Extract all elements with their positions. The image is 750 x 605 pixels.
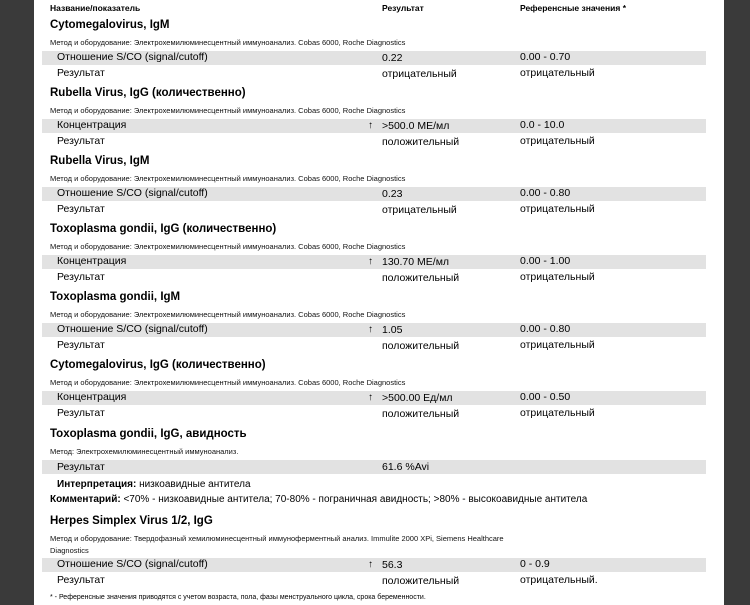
column-header-name: Название/показатель [50, 3, 141, 13]
row-highlight [42, 391, 706, 405]
test-method: Метод и оборудование: Твердофазный хемилюминесцентный иммуноферментный анализ. Immulite 2000 XPi, Siemens Healthcare [50, 534, 504, 543]
row-reference: 0.00 - 0.80 [520, 187, 571, 199]
row-value: >500.0 МЕ/мл [382, 120, 450, 132]
test-method: Метод и оборудование: Электрохемилюминесцентный иммуноанализ. Cobas 6000, Roche Diagnostics [50, 106, 406, 115]
row-name: Концентрация [57, 119, 127, 131]
test-title: Toxoplasma gondii, IgG (количественно) [50, 223, 277, 235]
row-value: положительный [382, 340, 460, 352]
row-value: отрицательный [382, 68, 457, 80]
row-reference: 0.00 - 0.70 [520, 51, 571, 63]
row-reference: отрицательный [520, 339, 595, 351]
row-name: Отношение S/CO (signal/cutoff) [57, 51, 208, 63]
row-value: 0.23 [382, 188, 403, 200]
test-title: Rubella Virus, IgM [50, 155, 150, 167]
row-value: положительный [382, 272, 460, 284]
row-name: Результат [57, 135, 105, 147]
row-highlight [42, 119, 706, 133]
row-value: 61.6 %Avi [382, 461, 430, 473]
interpretation [57, 479, 251, 490]
row-value: 130.70 МЕ/мл [382, 256, 450, 268]
row-name: Результат [57, 574, 105, 586]
test-method: Метод и оборудование: Электрохемилюминесцентный иммуноанализ. Cobas 6000, Roche Diagnostics [50, 310, 406, 319]
footnote: * - Референсные значения приводятся с учетом возраста, пола, фазы менструального цикла, срока беременности. [50, 594, 426, 601]
row-value: >500.00 Ед/мл [382, 392, 453, 404]
row-name: Отношение S/CO (signal/cutoff) [57, 323, 208, 335]
row-name: Результат [57, 407, 105, 419]
test-title: Herpes Simplex Virus 1/2, IgG [50, 515, 213, 527]
row-reference: отрицательный [520, 135, 595, 147]
row-name: Результат [57, 461, 105, 473]
column-header-reference: Референсные значения * [520, 3, 627, 13]
row-value: 0.22 [382, 52, 403, 64]
comment [50, 494, 587, 505]
row-value: 56.3 [382, 559, 403, 571]
row-reference: отрицательный [520, 67, 595, 79]
comment-label: Комментарий: [50, 494, 121, 505]
arrow-up-icon: ↑ [368, 324, 373, 335]
lab-report-page [34, 0, 724, 605]
test-method: Метод и оборудование: Электрохемилюминесцентный иммуноанализ. Cobas 6000, Roche Diagnostics [50, 378, 406, 387]
row-name: Концентрация [57, 255, 127, 267]
row-reference: отрицательный [520, 407, 595, 419]
interpretation-label: Интерпретация: [57, 479, 137, 490]
column-header-result: Результат [382, 3, 424, 13]
row-name: Результат [57, 271, 105, 283]
row-value: 1.05 [382, 324, 403, 336]
row-value: отрицательный [382, 204, 457, 216]
row-reference: отрицательный [520, 203, 595, 215]
row-name: Отношение S/CO (signal/cutoff) [57, 558, 208, 570]
comment-value: <70% - низкоавидные антитела; 70-80% - пограничная авидность; >80% - высокоавидные антитела [123, 494, 588, 505]
test-title: Cytomegalovirus, IgG (количественно) [50, 359, 266, 371]
test-method: Метод и оборудование: Электрохемилюминесцентный иммуноанализ. Cobas 6000, Roche Diagnostics [50, 38, 406, 47]
row-value: положительный [382, 136, 460, 148]
test-title: Cytomegalovirus, IgM [50, 19, 170, 31]
arrow-up-icon: ↑ [368, 392, 373, 403]
test-method-continued: Diagnostics [50, 546, 89, 555]
row-reference: 0.00 - 0.50 [520, 391, 571, 403]
arrow-up-icon: ↑ [368, 559, 373, 570]
interpretation-value: низкоавидные антитела [139, 479, 251, 490]
row-value: положительный [382, 408, 460, 420]
row-name: Концентрация [57, 391, 127, 403]
row-reference: 0.00 - 1.00 [520, 255, 571, 267]
row-highlight [42, 255, 706, 269]
test-method: Метод и оборудование: Электрохемилюминесцентный иммуноанализ. Cobas 6000, Roche Diagnostics [50, 242, 406, 251]
row-value: положительный [382, 575, 460, 587]
test-title: Toxoplasma gondii, IgM [50, 291, 181, 303]
row-highlight [42, 460, 706, 474]
row-reference: 0.00 - 0.80 [520, 323, 571, 335]
test-method: Метод и оборудование: Электрохемилюминесцентный иммуноанализ. Cobas 6000, Roche Diagnostics [50, 174, 406, 183]
row-reference: отрицательный. [520, 574, 598, 586]
row-name: Результат [57, 339, 105, 351]
row-reference: 0.0 - 10.0 [520, 119, 565, 131]
test-title: Rubella Virus, IgG (количественно) [50, 87, 246, 99]
row-name: Результат [57, 67, 105, 79]
row-name: Отношение S/CO (signal/cutoff) [57, 187, 208, 199]
row-name: Результат [57, 203, 105, 215]
test-title: Toxoplasma gondii, IgG, авидность [50, 428, 247, 440]
row-reference: 0 - 0.9 [520, 558, 550, 570]
test-method: Метод: Электрохемилюминесцентный иммуноанализ. [50, 447, 239, 456]
arrow-up-icon: ↑ [368, 256, 373, 267]
row-reference: отрицательный [520, 271, 595, 283]
arrow-up-icon: ↑ [368, 120, 373, 131]
